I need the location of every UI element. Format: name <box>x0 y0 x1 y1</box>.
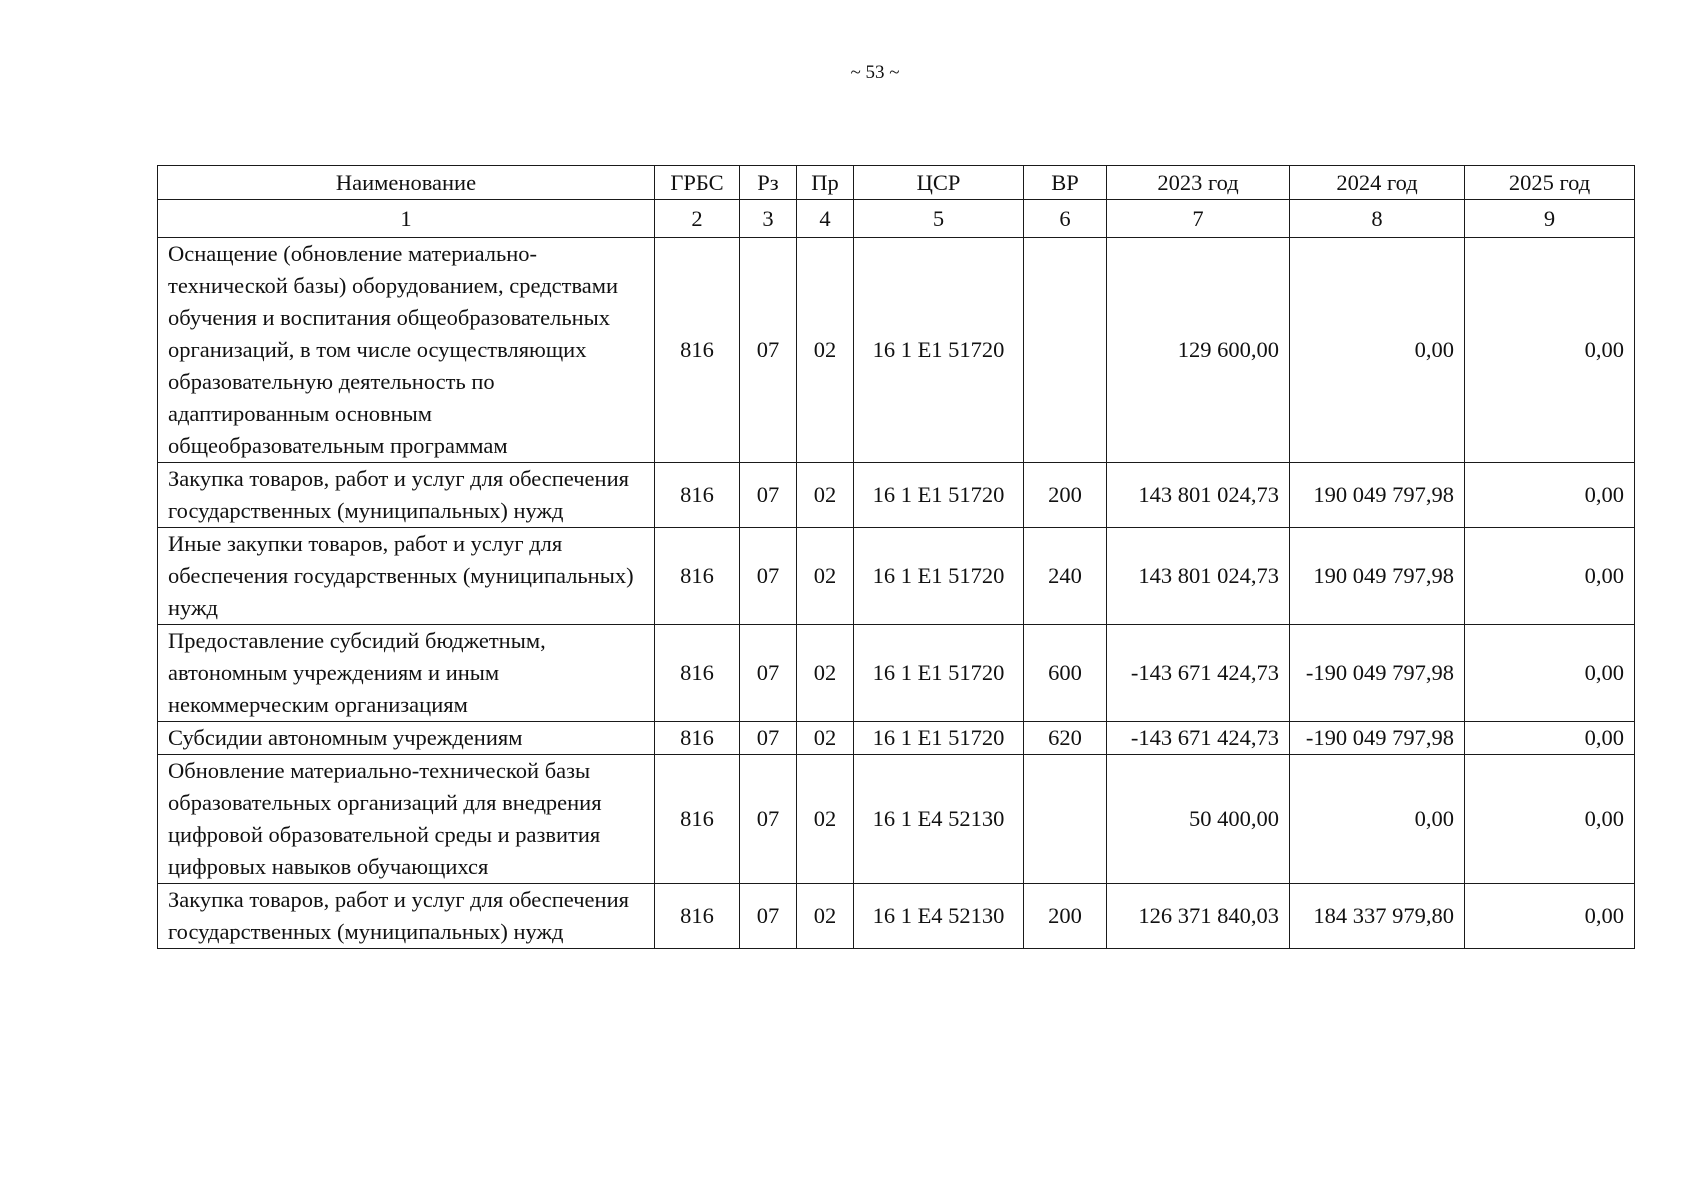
cell-pr: 02 <box>797 722 854 755</box>
cell-csr: 16 1 E1 51720 <box>854 625 1024 722</box>
column-index: 5 <box>854 200 1024 238</box>
cell-grbs: 816 <box>655 884 740 949</box>
cell-vr: 240 <box>1024 528 1107 625</box>
cell-pr: 02 <box>797 625 854 722</box>
header-row <box>158 166 1635 200</box>
page-number: ~ 53 ~ <box>850 62 900 83</box>
header-csr: ЦСР <box>854 166 1024 200</box>
cell-rz: 07 <box>740 528 797 625</box>
cell-csr: 16 1 E1 51720 <box>854 528 1024 625</box>
cell-grbs: 816 <box>655 238 740 463</box>
header-grbs: ГРБС <box>655 166 740 200</box>
cell-rz: 07 <box>740 755 797 884</box>
cell-grbs: 816 <box>655 755 740 884</box>
table-row <box>158 463 1635 528</box>
cell-csr: 16 1 E1 51720 <box>854 238 1024 463</box>
cell-name: Предоставление субсидий бюджетным, автономным учреждениям и иным некоммерческим организациям <box>158 625 655 722</box>
cell-csr: 16 1 E1 51720 <box>854 722 1024 755</box>
cell-2023: -143 671 424,73 <box>1107 625 1290 722</box>
cell-grbs: 816 <box>655 625 740 722</box>
cell-pr: 02 <box>797 528 854 625</box>
cell-csr: 16 1 E1 51720 <box>854 463 1024 528</box>
column-index-row <box>158 200 1635 238</box>
cell-2025: 0,00 <box>1465 463 1635 528</box>
column-index: 2 <box>655 200 740 238</box>
cell-2025: 0,00 <box>1465 884 1635 949</box>
header-2024: 2024 год <box>1290 166 1465 200</box>
cell-2025: 0,00 <box>1465 755 1635 884</box>
column-index: 7 <box>1107 200 1290 238</box>
header-vr: ВР <box>1024 166 1107 200</box>
table-row <box>158 528 1635 625</box>
table-body <box>158 200 1635 949</box>
cell-name: Закупка товаров, работ и услуг для обеспечения государственных (муниципальных) нужд <box>158 463 655 528</box>
column-index: 8 <box>1290 200 1465 238</box>
cell-csr: 16 1 E4 52130 <box>854 884 1024 949</box>
cell-name: Оснащение (обновление материально-технической базы) оборудованием, средствами обучения и воспитания общеобразовательных организаций, в том числе осуществляющих образовательную деятельность по адаптированным основным общеобразовательным программам <box>158 238 655 463</box>
cell-2024: 0,00 <box>1290 238 1465 463</box>
cell-2025: 0,00 <box>1465 528 1635 625</box>
column-index: 3 <box>740 200 797 238</box>
column-index: 4 <box>797 200 854 238</box>
cell-2024: 184 337 979,80 <box>1290 884 1465 949</box>
cell-grbs: 816 <box>655 722 740 755</box>
cell-rz: 07 <box>740 625 797 722</box>
cell-name: Субсидии автономным учреждениям <box>158 722 655 755</box>
cell-2023: -143 671 424,73 <box>1107 722 1290 755</box>
cell-2025: 0,00 <box>1465 722 1635 755</box>
cell-name: Обновление материально-технической базы образовательных организаций для внедрения цифровой образовательной среды и развития цифровых навыков обучающихся <box>158 755 655 884</box>
cell-2024: 190 049 797,98 <box>1290 528 1465 625</box>
cell-vr: 200 <box>1024 463 1107 528</box>
cell-vr <box>1024 755 1107 884</box>
table-row <box>158 755 1635 884</box>
cell-pr: 02 <box>797 463 854 528</box>
cell-2024: -190 049 797,98 <box>1290 722 1465 755</box>
column-index: 9 <box>1465 200 1635 238</box>
header-2023: 2023 год <box>1107 166 1290 200</box>
cell-vr: 620 <box>1024 722 1107 755</box>
table-header <box>158 166 1635 200</box>
table-row <box>158 625 1635 722</box>
cell-grbs: 816 <box>655 528 740 625</box>
cell-pr: 02 <box>797 238 854 463</box>
cell-2025: 0,00 <box>1465 238 1635 463</box>
cell-vr: 600 <box>1024 625 1107 722</box>
cell-2025: 0,00 <box>1465 625 1635 722</box>
cell-2023: 129 600,00 <box>1107 238 1290 463</box>
cell-rz: 07 <box>740 884 797 949</box>
cell-vr <box>1024 238 1107 463</box>
cell-2024: -190 049 797,98 <box>1290 625 1465 722</box>
header-2025: 2025 год <box>1465 166 1635 200</box>
cell-pr: 02 <box>797 884 854 949</box>
cell-pr: 02 <box>797 755 854 884</box>
header-name: Наименование <box>158 166 655 200</box>
budget-table <box>157 165 1635 949</box>
cell-2024: 0,00 <box>1290 755 1465 884</box>
cell-2023: 143 801 024,73 <box>1107 528 1290 625</box>
cell-name: Иные закупки товаров, работ и услуг для обеспечения государственных (муниципальных) нужд <box>158 528 655 625</box>
cell-2024: 190 049 797,98 <box>1290 463 1465 528</box>
cell-csr: 16 1 E4 52130 <box>854 755 1024 884</box>
cell-grbs: 816 <box>655 463 740 528</box>
table-row <box>158 238 1635 463</box>
column-index: 6 <box>1024 200 1107 238</box>
cell-2023: 126 371 840,03 <box>1107 884 1290 949</box>
cell-rz: 07 <box>740 463 797 528</box>
header-rz: Рз <box>740 166 797 200</box>
cell-2023: 50 400,00 <box>1107 755 1290 884</box>
cell-vr: 200 <box>1024 884 1107 949</box>
table-row <box>158 884 1635 949</box>
table-row <box>158 722 1635 755</box>
cell-2023: 143 801 024,73 <box>1107 463 1290 528</box>
cell-rz: 07 <box>740 238 797 463</box>
cell-name: Закупка товаров, работ и услуг для обеспечения государственных (муниципальных) нужд <box>158 884 655 949</box>
cell-rz: 07 <box>740 722 797 755</box>
column-index: 1 <box>158 200 655 238</box>
header-pr: Пр <box>797 166 854 200</box>
